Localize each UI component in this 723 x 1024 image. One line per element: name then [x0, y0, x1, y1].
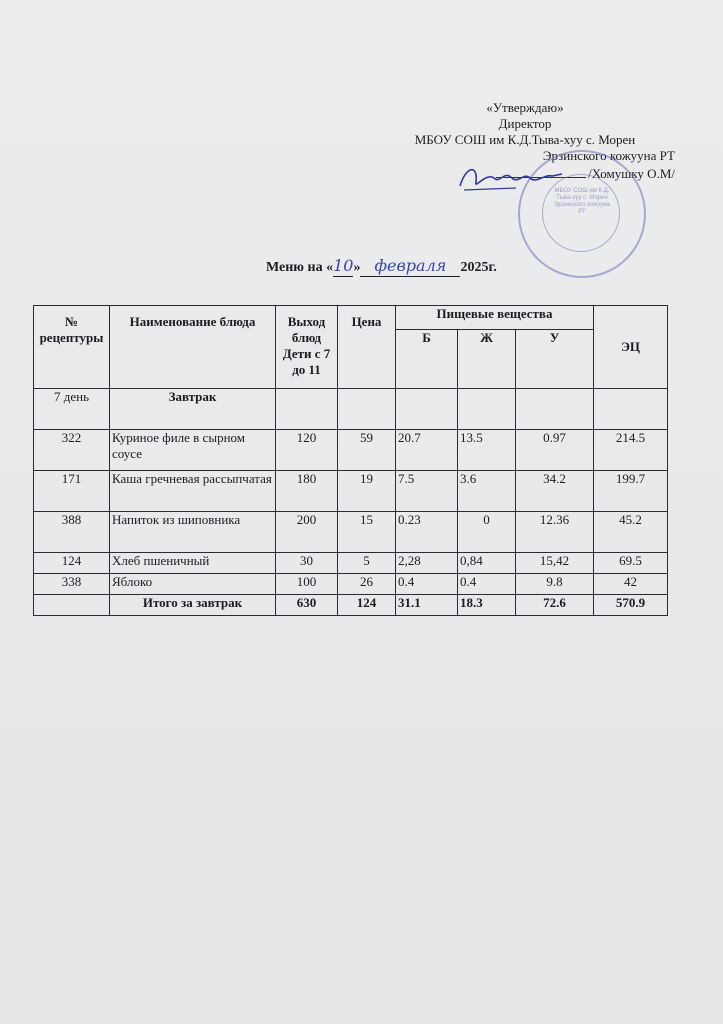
table-row: 388 Напиток из шиповника 200 15 0.23 0 12.36 45.2 [34, 512, 668, 553]
menu-title [266, 256, 497, 277]
director-name: /Хомушку О.М/ [588, 166, 675, 181]
section-day: 7 день [34, 389, 110, 430]
header-ec: ЭЦ [594, 306, 668, 389]
header-name: Наименование блюда [110, 306, 276, 389]
header-output: Выход блюд Дети с 7 до 11 [276, 306, 338, 389]
title-prefix: Меню на « [266, 260, 334, 275]
title-day: 10 [333, 256, 354, 275]
approval-heading: «Утверждаю» [486, 100, 564, 115]
header-nutrients: Пищевые вещества [396, 306, 594, 330]
table-row: 124 Хлеб пшеничный 30 5 2,28 0,84 15,42 69.5 [34, 553, 668, 574]
menu-table [33, 305, 668, 616]
title-year: 2025г. [460, 260, 497, 275]
header-recipe: № рецептуры [34, 306, 110, 389]
section-row [34, 389, 668, 430]
approval-district: Эрзинского кожууна РТ [542, 148, 675, 163]
header-row [34, 306, 668, 330]
header-b: Б [396, 330, 458, 389]
table-row: 338 Яблоко 100 26 0.4 0.4 9.8 42 [34, 574, 668, 595]
total-row: Итого за завтрак 630 124 31.1 18.3 72.6 570.9 [34, 595, 668, 616]
header-zh: Ж [458, 330, 516, 389]
header-u: У [516, 330, 594, 389]
table-row: 171 Каша гречневая рассыпчатая 180 19 7.5 3.6 34.2 199.7 [34, 471, 668, 512]
stamp-text: МБОУ СОШ им К.Д. Тыва-хуу с. Морен Эрзинского кожууна РТ [554, 188, 610, 215]
approval-school: МБОУ СОШ им К.Д.Тыва-хуу с. Морен [414, 132, 636, 147]
section-meal: Завтрак [110, 389, 276, 430]
total-label: Итого за завтрак [110, 595, 276, 616]
header-price: Цена [338, 306, 396, 389]
handwritten-signature [456, 160, 566, 196]
approval-position: Директор [498, 116, 552, 131]
title-sep: » [353, 260, 361, 275]
table-row: 322 Куриное филе в сырном соусе 120 59 20.7 13.5 0.97 214.5 [34, 430, 668, 471]
title-month: февраля [374, 256, 447, 275]
